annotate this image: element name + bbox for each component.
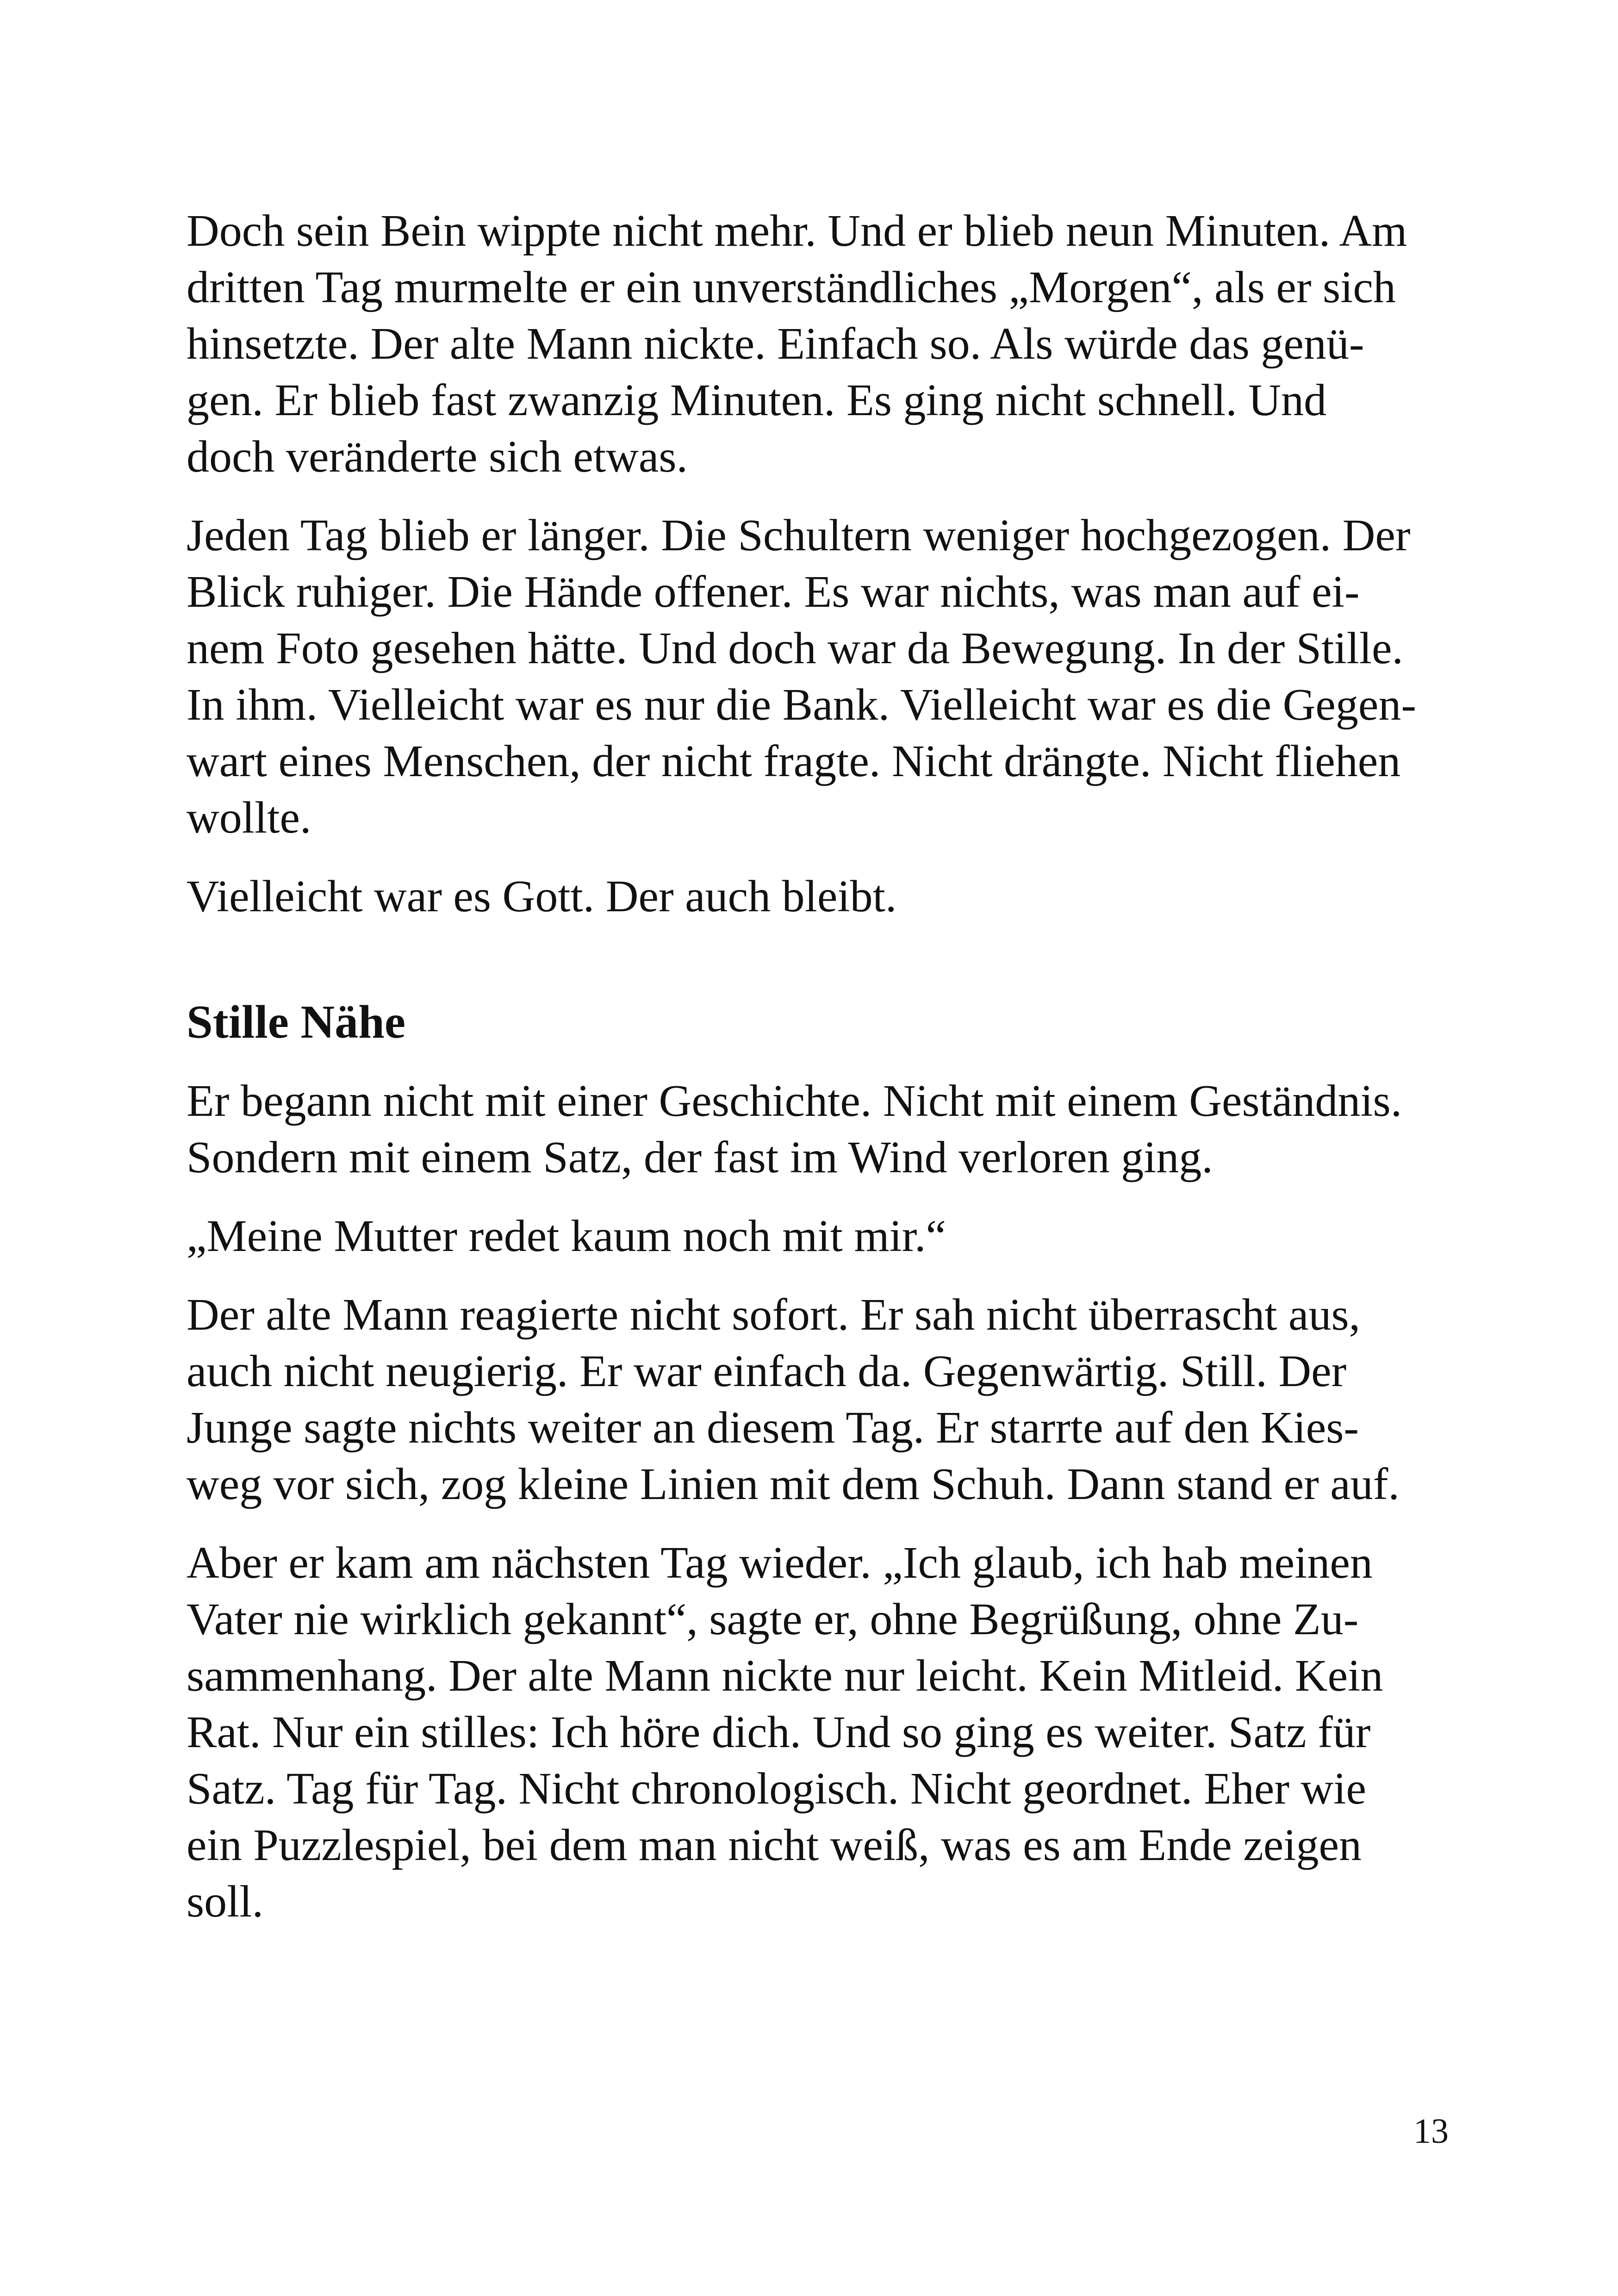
text-line: In ihm. Vielleicht war es nur die Bank. Vielleicht war es die Gegen- [187, 680, 1417, 730]
section-heading: Stille Nähe [187, 996, 406, 1048]
text-line: Satz. Tag für Tag. Nicht chronologisch. Nicht geordnet. Eher wie [187, 1764, 1367, 1814]
text-line: Jeden Tag blieb er länger. Die Schultern weniger hochgezogen. Der [187, 510, 1411, 560]
paragraph [187, 203, 1445, 485]
paragraph [187, 1073, 1445, 1186]
text-line: sammenhang. Der alte Mann nickte nur leicht. Kein Mitleid. Kein [187, 1651, 1383, 1701]
text-line: Vielleicht war es Gott. Der auch bleibt. [187, 871, 897, 921]
page-number: 13 [1413, 2112, 1449, 2151]
text-line: wollte. [187, 793, 311, 843]
text-line: Junge sagte nichts weiter an diesem Tag. Er starrte auf den Kies- [187, 1403, 1359, 1453]
paragraph [187, 507, 1445, 846]
paragraph [187, 868, 1445, 925]
text-line: gen. Er blieb fast zwanzig Minuten. Es ging nicht schnell. Und [187, 375, 1327, 425]
text-line: Er begann nicht mit einer Geschichte. Nicht mit einem Geständnis. [187, 1076, 1402, 1126]
text-line: nem Foto gesehen hätte. Und doch war da Bewegung. In der Stille. [187, 623, 1404, 673]
text-line: soll. [187, 1877, 264, 1927]
text-line: wart eines Menschen, der nicht fragte. Nicht drängte. Nicht fliehen [187, 736, 1401, 786]
book-page-body [187, 203, 1445, 1952]
text-line: Blick ruhiger. Die Hände offener. Es war nichts, was man auf ei- [187, 567, 1360, 617]
text-line: auch nicht neugierig. Er war einfach da. Gegenwärtig. Still. Der [187, 1346, 1347, 1396]
text-line: hinsetzte. Der alte Mann nickte. Einfach so. Als würde das genü- [187, 319, 1364, 369]
text-line: ein Puzzlespiel, bei dem man nicht weiß, was es am Ende zeigen [187, 1820, 1362, 1870]
text-line: Der alte Mann reagierte nicht sofort. Er sah nicht überrascht aus, [187, 1290, 1361, 1340]
text-line: weg vor sich, zog kleine Linien mit dem Schuh. Dann stand er auf. [187, 1459, 1400, 1509]
text-line: Vater nie wirklich gekannt“, sagte er, ohne Begrüßung, ohne Zu- [187, 1594, 1359, 1644]
text-line: doch veränderte sich etwas. [187, 432, 688, 482]
paragraph [187, 1287, 1445, 1512]
text-line: „Meine Mutter redet kaum noch mit mir.“ [187, 1211, 946, 1261]
text-line: dritten Tag murmelte er ein unverständliches „Morgen“, als er sich [187, 262, 1396, 312]
text-line: Rat. Nur ein stilles: Ich höre dich. Und so ging es weiter. Satz für [187, 1707, 1371, 1757]
paragraph [187, 1208, 1445, 1264]
text-line: Doch sein Bein wippte nicht mehr. Und er blieb neun Minuten. Am [187, 206, 1407, 256]
text-line: Sondern mit einem Satz, der fast im Wind verloren ging. [187, 1132, 1213, 1182]
text-line: Aber er kam am nächsten Tag wieder. „Ich glaub, ich hab meinen [187, 1538, 1373, 1588]
paragraph [187, 1535, 1445, 1930]
